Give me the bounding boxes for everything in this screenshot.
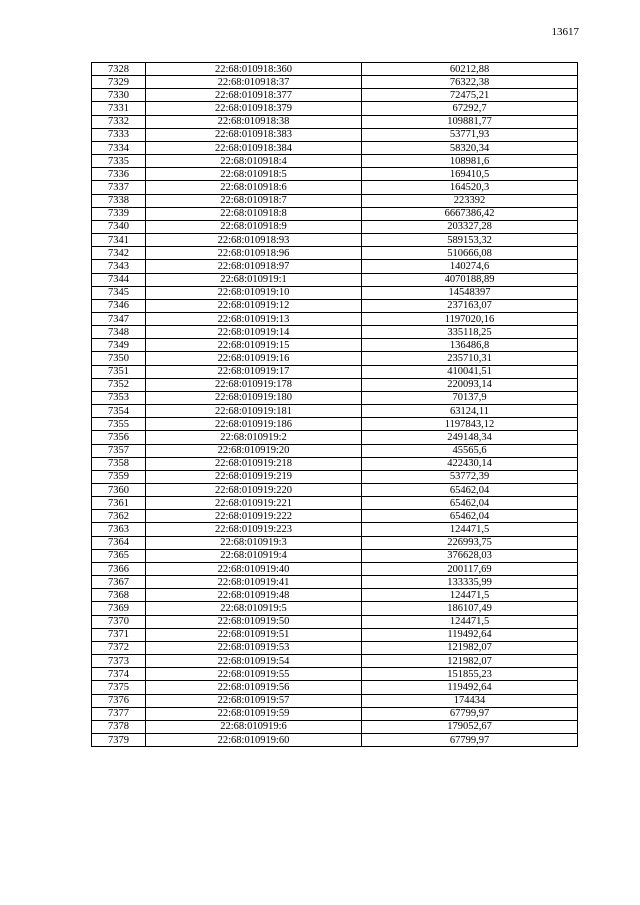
cadastral-number-cell: 22:68:010919:14 (146, 326, 362, 339)
table-row (92, 115, 578, 128)
cadastral-number-cell: 22:68:010919:178 (146, 378, 362, 391)
table-row (92, 655, 578, 668)
row-number-cell: 7361 (92, 497, 146, 510)
cadastral-number-cell: 22:68:010919:17 (146, 365, 362, 378)
cadastral-number-cell: 22:68:010919:180 (146, 391, 362, 404)
table-row (92, 365, 578, 378)
cadastral-number-cell: 22:68:010919:3 (146, 536, 362, 549)
table-row (92, 76, 578, 89)
row-number-cell: 7342 (92, 247, 146, 260)
row-number-cell: 7378 (92, 720, 146, 733)
value-cell: 119492,64 (362, 681, 578, 694)
cadastral-number-cell: 22:68:010918:96 (146, 247, 362, 260)
cadastral-number-cell: 22:68:010918:6 (146, 181, 362, 194)
value-cell: 70137,9 (362, 391, 578, 404)
value-cell: 121982,07 (362, 641, 578, 654)
value-cell: 169410,5 (362, 168, 578, 181)
value-cell: 65462,04 (362, 497, 578, 510)
table-row (92, 497, 578, 510)
cadastral-table (91, 62, 578, 747)
cadastral-number-cell: 22:68:010919:223 (146, 523, 362, 536)
row-number-cell: 7353 (92, 391, 146, 404)
value-cell: 249148,34 (362, 431, 578, 444)
row-number-cell: 7357 (92, 444, 146, 457)
cadastral-number-cell: 22:68:010919:6 (146, 720, 362, 733)
row-number-cell: 7348 (92, 326, 146, 339)
table-row (92, 155, 578, 168)
cadastral-number-cell: 22:68:010919:50 (146, 615, 362, 628)
cadastral-number-cell: 22:68:010919:56 (146, 681, 362, 694)
value-cell: 65462,04 (362, 484, 578, 497)
row-number-cell: 7360 (92, 484, 146, 497)
table-row (92, 63, 578, 76)
table-row (92, 168, 578, 181)
cadastral-number-cell: 22:68:010919:51 (146, 628, 362, 641)
table-row (92, 391, 578, 404)
table-row (92, 102, 578, 115)
table-row (92, 628, 578, 641)
table-row (92, 141, 578, 154)
row-number-cell: 7366 (92, 562, 146, 575)
cadastral-number-cell: 22:68:010918:9 (146, 220, 362, 233)
cadastral-number-cell: 22:68:010919:13 (146, 312, 362, 325)
cadastral-number-cell: 22:68:010919:48 (146, 589, 362, 602)
row-number-cell: 7340 (92, 220, 146, 233)
table-row (92, 615, 578, 628)
cadastral-number-cell: 22:68:010919:1 (146, 273, 362, 286)
cadastral-number-cell: 22:68:010919:222 (146, 510, 362, 523)
row-number-cell: 7337 (92, 181, 146, 194)
row-number-cell: 7368 (92, 589, 146, 602)
cadastral-number-cell: 22:68:010919:54 (146, 655, 362, 668)
table-row (92, 220, 578, 233)
table-row (92, 562, 578, 575)
cadastral-number-cell: 22:68:010919:16 (146, 352, 362, 365)
value-cell: 203327,28 (362, 220, 578, 233)
value-cell: 136486,8 (362, 339, 578, 352)
table-row (92, 260, 578, 273)
row-number-cell: 7362 (92, 510, 146, 523)
value-cell: 226993,75 (362, 536, 578, 549)
value-cell: 124471,5 (362, 589, 578, 602)
value-cell: 223392 (362, 194, 578, 207)
row-number-cell: 7332 (92, 115, 146, 128)
row-number-cell: 7350 (92, 352, 146, 365)
table-row (92, 576, 578, 589)
table-row (92, 247, 578, 260)
page-number: 13617 (551, 26, 579, 38)
cadastral-number-cell: 22:68:010918:383 (146, 128, 362, 141)
row-number-cell: 7369 (92, 602, 146, 615)
table-row (92, 378, 578, 391)
value-cell: 235710,31 (362, 352, 578, 365)
value-cell: 200117,69 (362, 562, 578, 575)
table-row (92, 312, 578, 325)
value-cell: 1197020,16 (362, 312, 578, 325)
row-number-cell: 7359 (92, 470, 146, 483)
cadastral-number-cell: 22:68:010918:4 (146, 155, 362, 168)
value-cell: 65462,04 (362, 510, 578, 523)
cadastral-number-cell: 22:68:010918:8 (146, 207, 362, 220)
cadastral-number-cell: 22:68:010919:4 (146, 549, 362, 562)
row-number-cell: 7363 (92, 523, 146, 536)
value-cell: 422430,14 (362, 457, 578, 470)
table-row (92, 299, 578, 312)
cadastral-number-cell: 22:68:010919:2 (146, 431, 362, 444)
value-cell: 63124,11 (362, 405, 578, 418)
row-number-cell: 7372 (92, 641, 146, 654)
value-cell: 4070188,89 (362, 273, 578, 286)
cadastral-number-cell: 22:68:010919:15 (146, 339, 362, 352)
row-number-cell: 7335 (92, 155, 146, 168)
table-row (92, 89, 578, 102)
table-row (92, 405, 578, 418)
value-cell: 60212,88 (362, 63, 578, 76)
table-body (92, 63, 578, 747)
row-number-cell: 7355 (92, 418, 146, 431)
row-number-cell: 7328 (92, 63, 146, 76)
row-number-cell: 7375 (92, 681, 146, 694)
table-row (92, 128, 578, 141)
table-row (92, 470, 578, 483)
value-cell: 335118,25 (362, 326, 578, 339)
table-row (92, 523, 578, 536)
table-row (92, 457, 578, 470)
row-number-cell: 7338 (92, 194, 146, 207)
value-cell: 108981,6 (362, 155, 578, 168)
table-row (92, 207, 578, 220)
cadastral-number-cell: 22:68:010919:221 (146, 497, 362, 510)
cadastral-number-cell: 22:68:010918:377 (146, 89, 362, 102)
row-number-cell: 7374 (92, 668, 146, 681)
value-cell: 237163,07 (362, 299, 578, 312)
cadastral-number-cell: 22:68:010919:60 (146, 733, 362, 746)
row-number-cell: 7364 (92, 536, 146, 549)
table-row (92, 286, 578, 299)
cadastral-number-cell: 22:68:010918:7 (146, 194, 362, 207)
row-number-cell: 7336 (92, 168, 146, 181)
table-row (92, 602, 578, 615)
row-number-cell: 7343 (92, 260, 146, 273)
row-number-cell: 7345 (92, 286, 146, 299)
value-cell: 45565,6 (362, 444, 578, 457)
value-cell: 140274,6 (362, 260, 578, 273)
cadastral-number-cell: 22:68:010919:218 (146, 457, 362, 470)
table-row (92, 707, 578, 720)
table-row (92, 484, 578, 497)
row-number-cell: 7346 (92, 299, 146, 312)
value-cell: 1197843,12 (362, 418, 578, 431)
table-row (92, 589, 578, 602)
cadastral-number-cell: 22:68:010919:41 (146, 576, 362, 589)
table-row (92, 326, 578, 339)
row-number-cell: 7330 (92, 89, 146, 102)
value-cell: 179052,67 (362, 720, 578, 733)
table-row (92, 194, 578, 207)
cadastral-number-cell: 22:68:010918:37 (146, 76, 362, 89)
table-row (92, 444, 578, 457)
cadastral-number-cell: 22:68:010919:181 (146, 405, 362, 418)
cadastral-number-cell: 22:68:010919:40 (146, 562, 362, 575)
value-cell: 67292,7 (362, 102, 578, 115)
table-row (92, 352, 578, 365)
value-cell: 124471,5 (362, 615, 578, 628)
value-cell: 186107,49 (362, 602, 578, 615)
row-number-cell: 7367 (92, 576, 146, 589)
cadastral-number-cell: 22:68:010919:55 (146, 668, 362, 681)
row-number-cell: 7354 (92, 405, 146, 418)
table-row (92, 694, 578, 707)
table-row (92, 418, 578, 431)
row-number-cell: 7333 (92, 128, 146, 141)
cadastral-number-cell: 22:68:010918:38 (146, 115, 362, 128)
table-row (92, 641, 578, 654)
value-cell: 589153,32 (362, 234, 578, 247)
value-cell: 14548397 (362, 286, 578, 299)
cadastral-number-cell: 22:68:010918:360 (146, 63, 362, 76)
row-number-cell: 7358 (92, 457, 146, 470)
value-cell: 6667386,42 (362, 207, 578, 220)
row-number-cell: 7365 (92, 549, 146, 562)
value-cell: 53771,93 (362, 128, 578, 141)
cadastral-number-cell: 22:68:010919:10 (146, 286, 362, 299)
cadastral-number-cell: 22:68:010919:186 (146, 418, 362, 431)
cadastral-number-cell: 22:68:010918:5 (146, 168, 362, 181)
value-cell: 58320,34 (362, 141, 578, 154)
table-row (92, 510, 578, 523)
cadastral-number-cell: 22:68:010919:57 (146, 694, 362, 707)
cadastral-number-cell: 22:68:010918:93 (146, 234, 362, 247)
table-row (92, 733, 578, 746)
value-cell: 53772,39 (362, 470, 578, 483)
cadastral-number-cell: 22:68:010919:12 (146, 299, 362, 312)
row-number-cell: 7370 (92, 615, 146, 628)
cadastral-number-cell: 22:68:010919:20 (146, 444, 362, 457)
row-number-cell: 7349 (92, 339, 146, 352)
table-row (92, 431, 578, 444)
table-row (92, 536, 578, 549)
cadastral-number-cell: 22:68:010918:97 (146, 260, 362, 273)
row-number-cell: 7379 (92, 733, 146, 746)
table-row (92, 181, 578, 194)
value-cell: 174434 (362, 694, 578, 707)
value-cell: 220093,14 (362, 378, 578, 391)
value-cell: 76322,38 (362, 76, 578, 89)
row-number-cell: 7373 (92, 655, 146, 668)
cadastral-number-cell: 22:68:010919:59 (146, 707, 362, 720)
row-number-cell: 7376 (92, 694, 146, 707)
value-cell: 410041,51 (362, 365, 578, 378)
value-cell: 164520,3 (362, 181, 578, 194)
row-number-cell: 7356 (92, 431, 146, 444)
row-number-cell: 7371 (92, 628, 146, 641)
table-row (92, 234, 578, 247)
table-row (92, 339, 578, 352)
table-row (92, 549, 578, 562)
table-row (92, 720, 578, 733)
cadastral-number-cell: 22:68:010918:379 (146, 102, 362, 115)
cadastral-number-cell: 22:68:010919:5 (146, 602, 362, 615)
value-cell: 376628,03 (362, 549, 578, 562)
value-cell: 109881,77 (362, 115, 578, 128)
value-cell: 133335,99 (362, 576, 578, 589)
value-cell: 67799,97 (362, 733, 578, 746)
row-number-cell: 7334 (92, 141, 146, 154)
row-number-cell: 7351 (92, 365, 146, 378)
value-cell: 151855,23 (362, 668, 578, 681)
table-row (92, 273, 578, 286)
value-cell: 67799,97 (362, 707, 578, 720)
value-cell: 119492,64 (362, 628, 578, 641)
row-number-cell: 7329 (92, 76, 146, 89)
row-number-cell: 7344 (92, 273, 146, 286)
row-number-cell: 7377 (92, 707, 146, 720)
cadastral-number-cell: 22:68:010919:53 (146, 641, 362, 654)
cadastral-number-cell: 22:68:010918:384 (146, 141, 362, 154)
row-number-cell: 7341 (92, 234, 146, 247)
cadastral-number-cell: 22:68:010919:219 (146, 470, 362, 483)
table-row (92, 668, 578, 681)
value-cell: 124471,5 (362, 523, 578, 536)
cadastral-number-cell: 22:68:010919:220 (146, 484, 362, 497)
row-number-cell: 7352 (92, 378, 146, 391)
row-number-cell: 7331 (92, 102, 146, 115)
value-cell: 121982,07 (362, 655, 578, 668)
row-number-cell: 7347 (92, 312, 146, 325)
table-row (92, 681, 578, 694)
value-cell: 72475,21 (362, 89, 578, 102)
value-cell: 510666,08 (362, 247, 578, 260)
row-number-cell: 7339 (92, 207, 146, 220)
